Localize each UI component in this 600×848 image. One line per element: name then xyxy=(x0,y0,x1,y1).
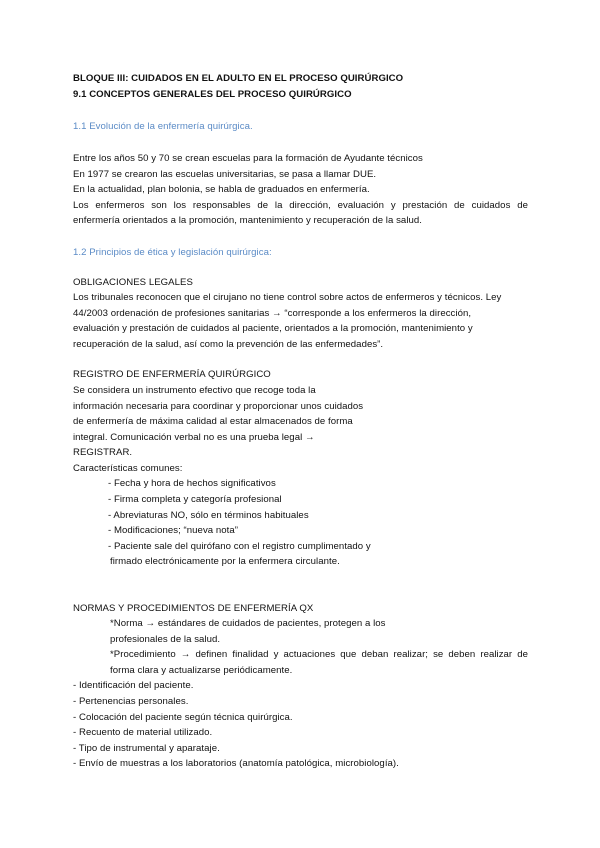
paragraph-line: REGISTRAR. xyxy=(73,447,133,458)
list-item: - Pertenencias personales. xyxy=(73,696,189,707)
list-item: - Firma completa y categoría profesional xyxy=(108,494,282,505)
definition-line: forma clara y actualizarse periódicamente. xyxy=(110,665,293,676)
definition-line: *Norma → estándares de cuidados de pacientes, protegen a los xyxy=(110,618,386,629)
list-item: - Envío de muestras a los laboratorios (anatomía patológica, microbiología). xyxy=(73,758,399,769)
list-item: - Abreviaturas NO, sólo en términos habituales xyxy=(108,510,309,521)
paragraph-line: información necesaria para coordinar y proporcionar unos cuidados xyxy=(73,401,364,412)
list-item: - Colocación del paciente según técnica quirúrgica. xyxy=(73,712,293,723)
paragraph-line: integral. Comunicación verbal no es una prueba legal → xyxy=(73,432,315,443)
paragraph-line: Los tribunales reconocen que el cirujano no tiene control sobre actos de enfermeros y técnicos. Ley xyxy=(73,292,502,303)
block-title: BLOQUE III: CUIDADOS EN EL ADULTO EN EL PROCESO QUIRÚRGICO xyxy=(73,73,404,84)
section-title-evolucion: 1.1 Evolución de la enfermería quirúrgica. xyxy=(73,121,253,132)
section-title-principios: 1.2 Principios de ética y legislación quirúrgica: xyxy=(73,247,272,258)
heading-registro: REGISTRO DE ENFERMERÍA QUIRÚRGICO xyxy=(73,369,271,380)
paragraph-line: Los enfermeros son los responsables de la dirección, evaluación y prestación de cuidados de xyxy=(73,200,528,211)
definition-line: profesionales de la salud. xyxy=(110,634,221,645)
list-item: - Identificación del paciente. xyxy=(73,680,194,691)
paragraph-line: En 1977 se crearon las escuelas universitarias, se pasa a llamar DUE. xyxy=(73,169,377,180)
list-item: firmado electrónicamente por la enfermera circulante. xyxy=(110,556,340,567)
paragraph-line: Se considera un instrumento efectivo que recoge toda la xyxy=(73,385,316,396)
paragraph-line: enfermería orientados a la promoción, mantenimiento y recuperación de la salud. xyxy=(73,215,422,226)
list-item: - Tipo de instrumental y aparataje. xyxy=(73,743,220,754)
paragraph-line: Características comunes: xyxy=(73,463,183,474)
paragraph-line: recuperación de la salud, así como la prevención de las enfermedades”. xyxy=(73,339,384,350)
definition-line: *Procedimiento → definen finalidad y actuaciones que deban realizar; se deben realizar de xyxy=(110,649,528,660)
topic-title: 9.1 CONCEPTOS GENERALES DEL PROCESO QUIRÚRGICO xyxy=(73,89,352,100)
paragraph-line: de enfermería de máxima calidad al estar almacenados de forma xyxy=(73,416,353,427)
heading-normas: NORMAS Y PROCEDIMIENTOS DE ENFERMERÍA QX xyxy=(73,603,314,614)
paragraph-line: 44/2003 ordenación de profesiones sanitarias → “corresponde a los enfermeros la dirección, xyxy=(73,308,472,319)
heading-obligaciones: OBLIGACIONES LEGALES xyxy=(73,277,193,288)
list-item: - Paciente sale del quirófano con el registro cumplimentado y xyxy=(108,541,371,552)
list-item: - Recuento de material utilizado. xyxy=(73,727,213,738)
paragraph-line: Entre los años 50 y 70 se crean escuelas para la formación de Ayudante técnicos xyxy=(73,153,423,164)
list-item: - Fecha y hora de hechos significativos xyxy=(108,478,276,489)
paragraph-line: En la actualidad, plan bolonia, se habla de graduados en enfermería. xyxy=(73,184,370,195)
paragraph-line: evaluación y prestación de cuidados al paciente, orientados a la promoción, mantenimiento y xyxy=(73,323,473,334)
list-item: - Modificaciones; “nueva nota” xyxy=(108,525,239,536)
